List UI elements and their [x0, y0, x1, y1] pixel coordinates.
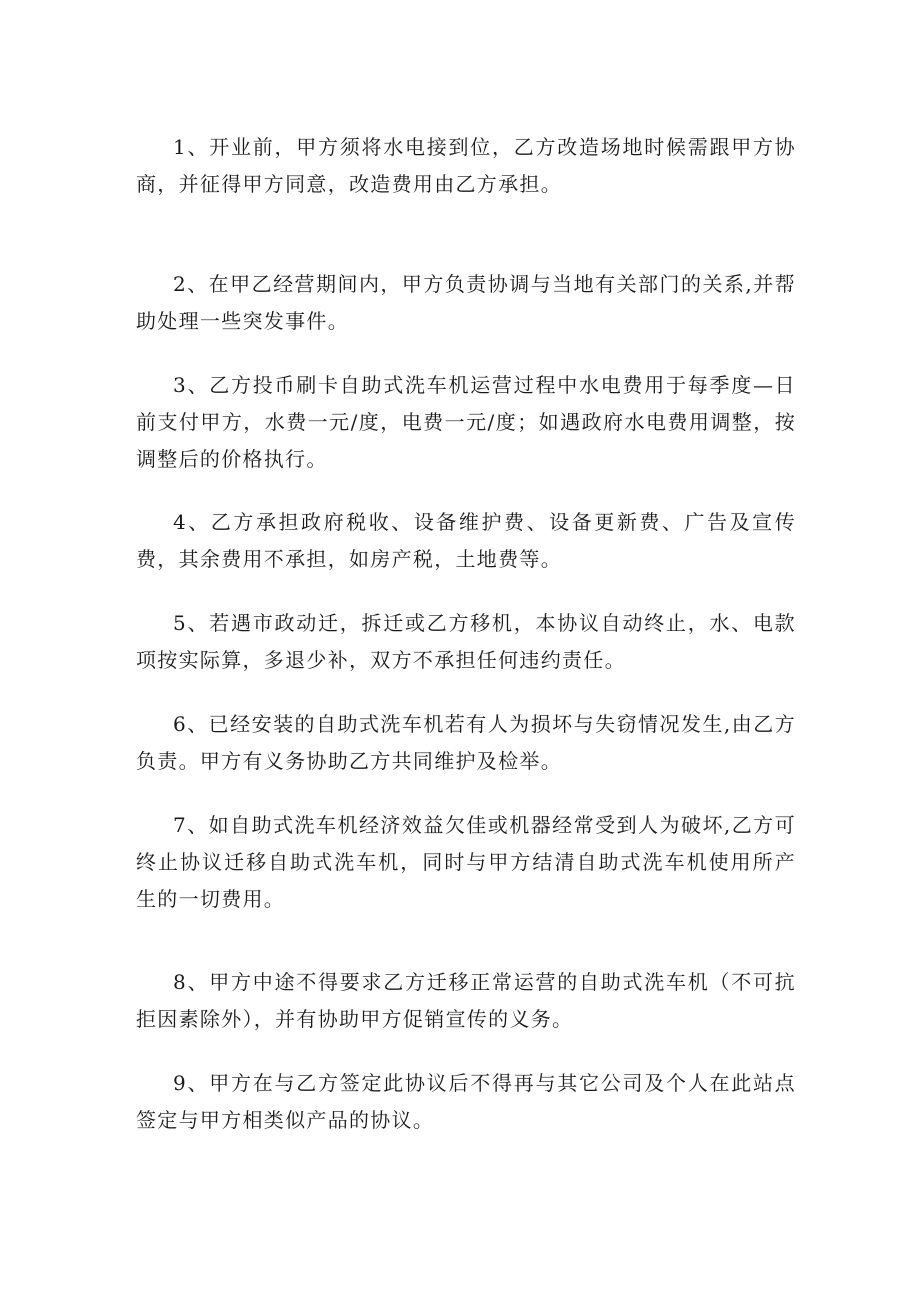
- clause-3: 3、乙方投币刷卡自助式洗车机运营过程中水电费用于每季度—日前支付甲方，水费一元/度，电费一元/度；如遇政府水电费用调整，按调整后的价格执行。: [136, 373, 796, 471]
- clause-2: 2、在甲乙经营期间内，甲方负责协调与当地有关部门的关系,并帮助处理一些突发事件。: [136, 272, 796, 333]
- clause-5: 5、若遇市政动迁，拆迁或乙方移机，本协议自动终止，水、电款项按实际算，多退少补，双方不承担任何违约责任。: [136, 611, 796, 672]
- clause-8: 8、甲方中途不得要求乙方迁移正常运营的自助式洗车机（不可抗拒因素除外），并有协助甲方促销宣传的义务。: [136, 970, 796, 1031]
- clause-9: 9、甲方在与乙方签定此协议后不得再与其它公司及个人在此站点签定与甲方相类似产品的协议。: [136, 1071, 796, 1132]
- clause-6: 6、已经安装的自助式洗车机若有人为损坏与失窃情况发生,由乙方负责。甲方有义务协助乙方共同维护及检举。: [136, 712, 796, 773]
- clause-4: 4、乙方承担政府税收、设备维护费、设备更新费、广告及宣传费，其余费用不承担，如房产税，土地费等。: [136, 510, 796, 571]
- clause-1: 1、开业前，甲方须将水电接到位，乙方改造场地时候需跟甲方协商，并征得甲方同意，改造费用由乙方承担。: [136, 135, 796, 196]
- clause-7: 7、如自助式洗车机经济效益欠佳或机器经常受到人为破坏,乙方可终止协议迁移自助式洗车机，同时与甲方结清自助式洗车机使用所产生的一切费用。: [136, 813, 796, 911]
